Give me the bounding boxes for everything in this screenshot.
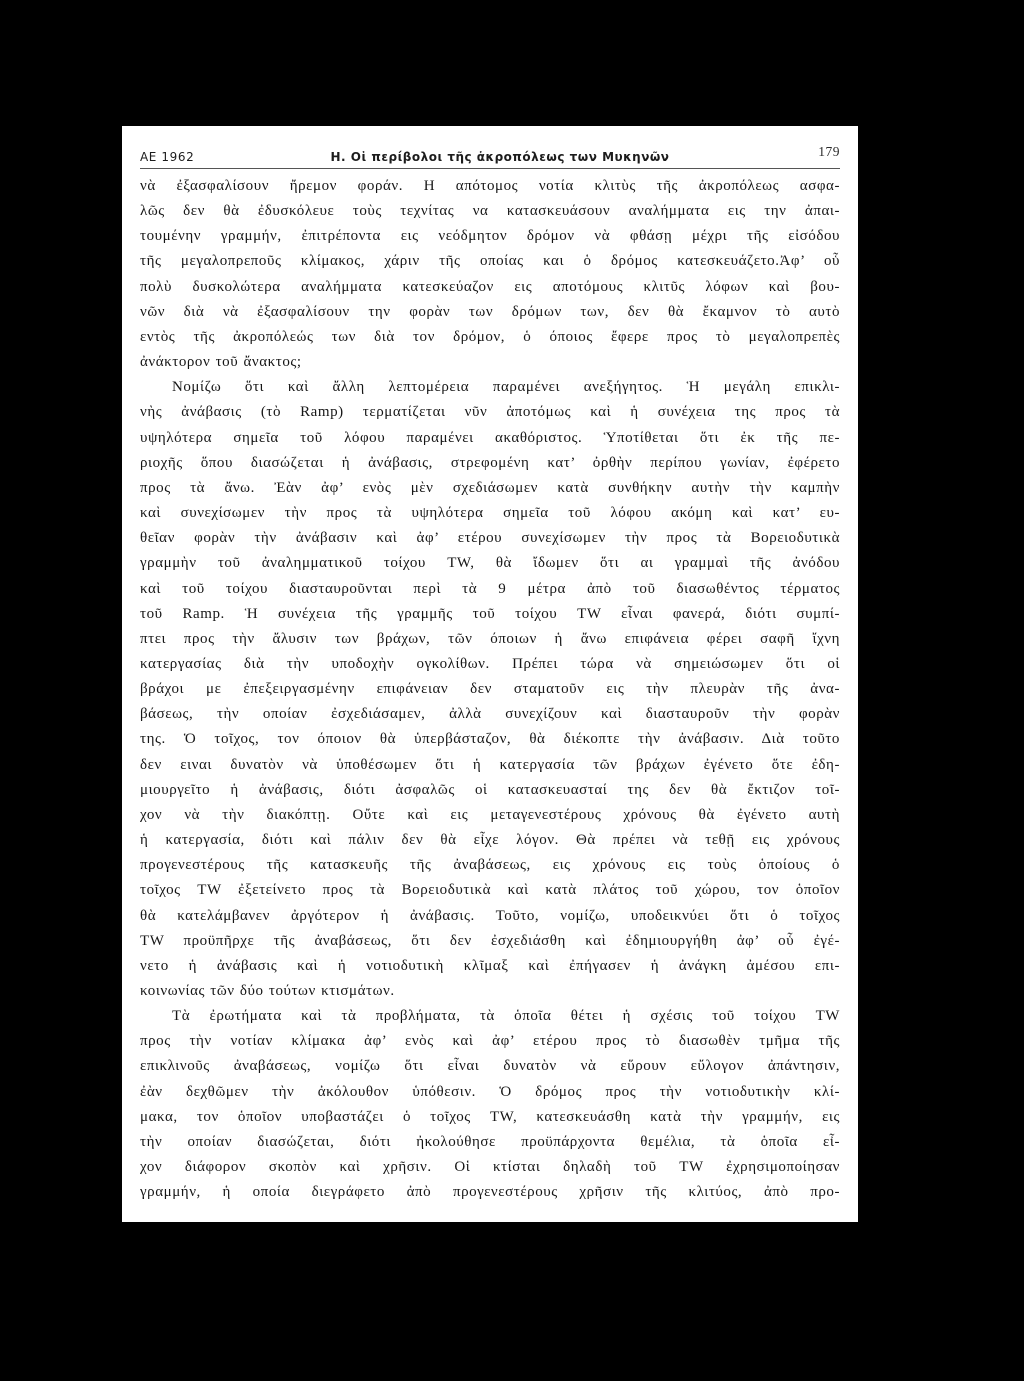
text-line: εντὸς τῆς ἀκροπόλεώς των διὰ τον δρόμον, ὁ όποιος ἔφερε προς τὸ μεγαλοπρεπὲς bbox=[140, 328, 840, 345]
text-line: γραμμὴν τοῦ ἀναλημματικοῦ τοίχου TW, θὰ ἴδωμεν ὅτι αι γραμμαὶ τῆς ἀνόδου bbox=[140, 555, 840, 572]
header-running-title: Η. Οἱ περίβολοι τῆς ἀκροπόλεως των Μυκηνῶν bbox=[330, 150, 670, 164]
text-line: τὴν οποίαν διασώζεται, διότι ἠκολούθησε προϋπάρχοντα θεμέλια, τὰ ὁποῖα εἶ- bbox=[140, 1133, 840, 1150]
text-line: νετο ἡ ἀνάβασις καὶ ἡ νοτιοδυτικὴ κλῖμαξ καὶ ἐπήγασεν ἡ ἀνάγκη ἀμέσου επι- bbox=[140, 957, 840, 974]
header-journal-year: ΑΕ 1962 bbox=[140, 150, 195, 164]
text-line: TW προϋπῆρχε τῆς ἀναβάσεως, ὅτι δεν ἐσχεδιάσθη καὶ ἐδημιουργήθη ἀφ’ οὗ ἐγέ- bbox=[140, 932, 840, 949]
text-line: δεν ειναι δυνατὸν νὰ ὑποθέσωμεν ὅτι ἡ κατεργασία τῶν βράχων ἐγένετο ὅτε ἐδη- bbox=[140, 756, 840, 773]
text-line: θὰ κατελάμβανεν ἀργότερον ἡ ἀνάβασις. Τοῦτο, νομίζω, υποδεικνύει ὅτι ὁ τοῖχος bbox=[140, 907, 840, 924]
text-line: νῶν διὰ νὰ ἐξασφαλίσουν την φορὰν των δρόμων των, δεν θὰ ἔκαμνον τὸ αυτὸ bbox=[140, 303, 840, 320]
text-line: προγενεστέρους τῆς κατασκευῆς τῆς ἀναβάσεως, εις χρόνους εις τοὺς ὁποίους ὁ bbox=[140, 857, 840, 874]
text-line: μακα, τον ὁποῖον υποβαστάζει ὁ τοῖχος TW, κατεσκευάσθη κατὰ τὴν γραμμήν, εις bbox=[140, 1108, 840, 1125]
text-line: προς τὴν νοτίαν κλίμακα ἀφ’ ενὸς καὶ ἀφ’ ετέρου προς τὸ διασωθὲν τμῆμα τῆς bbox=[140, 1033, 840, 1050]
text-line: ριοχῆς ὅπου διασώζεται ἡ ἀνάβασις, στρεφομένη κατ’ ὀρθὴν περίπου γωνίαν, ἐφέρετο bbox=[140, 454, 840, 471]
text-line: χον νὰ τὴν διακόπτῃ. Οὔτε καὶ εις μεταγενεστέρους χρόνους θὰ ἐγένετο αυτὴ bbox=[140, 806, 840, 823]
text-line: ἡ κατεργασία, διότι καὶ πάλιν δεν θὰ εἶχε λόγον. Θὰ πρέπει νὰ τεθῇ εις χρόνους bbox=[140, 832, 840, 849]
paragraph bbox=[140, 174, 840, 375]
text-line: γραμμήν, ἡ οποία διεγράφετο ἀπὸ προγενεστέρους χρῆσιν τῆς κλιτύος, ἀπὸ προ- bbox=[140, 1184, 840, 1201]
text-line: νὰ ἐξασφαλίσουν ἤρεμον φοράν. Η απότομος νοτία κλιτὺς τῆς ἀκροπόλεως ασφα- bbox=[140, 178, 840, 194]
text-line: πολὺ δυσκολώτερα αναλήμματα κατεσκεύαζον εις αποτόμους κλιτῦς λόφων καὶ βου- bbox=[140, 278, 840, 295]
text-line: καὶ συνεχίσωμεν τὴν προς τὰ υψηλότερα σημεῖα τοῦ λόφου ακόμη καὶ κατ’ ευ- bbox=[140, 505, 840, 522]
text-line: προς τὰ ἄνω. Ἐὰν ἀφ’ ενὸς μὲν σχεδιάσωμεν κατὰ συνθήκην αυτὴν τὴν καμπὴν bbox=[140, 479, 840, 496]
text-line: τοῖχος TW ἐξετείνετο προς τὰ Βορειοδυτικὰ καὶ κατὰ πλάτος τοῦ χώρου, τον ὁποῖον bbox=[140, 882, 840, 899]
header-rule bbox=[140, 168, 840, 169]
text-line: μιουργεῖτο ἡ ἀνάβασις, διότι ἀσφαλῶς οἱ κατασκευασταί της δεν θὰ ἔκτιζον τοῖ- bbox=[140, 781, 840, 798]
text-line: καὶ τοῦ τοίχου διασταυροῦνται περὶ τὰ 9 μέτρα ἀπὸ τοῦ διασωθέντος τέρματος bbox=[140, 580, 840, 597]
text-line: επικλινοῦς ἀναβάσεως, νομίζω ὅτι εἶναι δυνατὸν νὰ εὕρουν εὔλογον ἀπάντησιν, bbox=[140, 1058, 840, 1075]
text-line: νὴς ἀνάβασις (τὸ Ramp) τερματίζεται νῦν ἀποτόμως καὶ ἡ συνέχεια της προς τὰ bbox=[140, 404, 840, 421]
text-line: τοῦ Ramp. Ἡ συνέχεια τῆς γραμμῆς τοῦ τοίχου TW εἶναι φανερά, διότι συμπί- bbox=[140, 605, 840, 622]
paragraph bbox=[140, 1004, 840, 1205]
text-line: της. Ὁ τοῖχος, τον όποιον θὰ ὑπερβάσταζον, θὰ διέκοπτε τὴν ἀνάβασιν. Διὰ τοῦτο bbox=[140, 731, 840, 748]
paragraph bbox=[140, 375, 840, 1004]
text-line: κατεργασίας διὰ τὴν υποδοχὴν ογκολίθων. Πρέπει τώρα νὰ σημειώσωμεν ὅτι οἱ bbox=[140, 655, 840, 672]
text-line: χον διάφορον σκοπὸν καὶ χρῆσιν. Οἱ κτίσται δηλαδὴ τοῦ TW ἐχρησιμοποίησαν bbox=[140, 1159, 840, 1176]
text-line: Τὰ ἐρωτήματα καὶ τὰ προβλήματα, τὰ ὁποῖα θέτει ἡ σχέσις τοῦ τοίχου TW bbox=[172, 1008, 840, 1025]
text-line: λῶς δεν θὰ ἐδυσκόλευε τοὺς τεχνίτας να κατασκευάσουν αναλήμματα εις την ἀπαι- bbox=[140, 203, 840, 220]
text-line: τουμένην γραμμήν, ἐπιτρέποντα εις νεόδμητον δρόμον νὰ φθάσῃ μέχρι τῆς εἰσόδου bbox=[140, 228, 840, 245]
text-line: ἀνάκτορον τοῦ ἄνακτος; bbox=[140, 354, 302, 371]
text-line: βάσεως, τὴν οποίαν ἐσχεδιάσαμεν, ἀλλὰ συνεχίζουν καὶ διασταυροῦν τὴν φορὰν bbox=[140, 706, 840, 723]
text-line: βράχοι με ἐπεξειργασμένην επιφάνειαν δεν σταματοῦν εις τὴν πλευρὰν τῆς ἀνα- bbox=[140, 681, 840, 698]
text-line: κοινωνίας τῶν δύο τούτων κτισμάτων. bbox=[140, 983, 395, 999]
text-line: ἐὰν δεχθῶμεν τὴν ἀκόλουθον ὑπόθεσιν. Ὁ δρόμος προς τὴν νοτιοδυτικὴν κλί- bbox=[140, 1083, 840, 1100]
text-line: πτει προς τὴν ἄλυσιν των βράχων, τῶν όποιων ἡ ἄνω επιφάνεια φέρει σαφῆ ἴχνη bbox=[140, 630, 840, 647]
text-line: θεῖαν φορὰν τὴν ἀνάβασιν καὶ ἀφ’ ετέρου συνεχίσωμεν τὴν προς τὰ Βορειοδυτικὰ bbox=[140, 530, 840, 547]
text-line: υψηλότερα σημεῖα τοῦ λόφου παραμένει ακαθόριστος. Ὑποτίθεται ὅτι ἐκ τῆς πε- bbox=[140, 429, 840, 446]
header-page-number: 179 bbox=[818, 144, 840, 159]
text-line: τῆς μεγαλοπρεποῦς κλίμακος, χάριν τῆς οποίας και ὁ δρόμος κατεσκευάζετο.Ἀφ’ οὗ bbox=[140, 253, 840, 270]
text-line: Νομίζω ὅτι καὶ ἄλλη λεπτομέρεια παραμένει ανεξήγητος. Ἡ μεγάλη επικλι- bbox=[172, 379, 840, 396]
body-text bbox=[140, 174, 840, 1205]
